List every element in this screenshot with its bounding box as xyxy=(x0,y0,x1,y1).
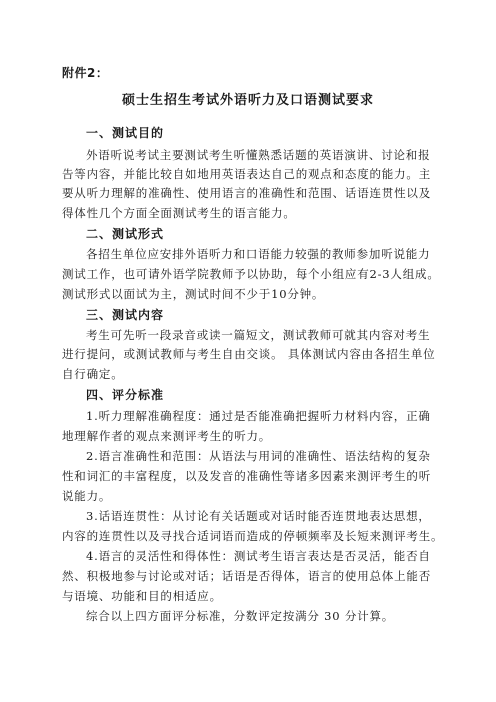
attachment-label: 附件2： xyxy=(62,66,109,80)
paragraph-line: 综合以上四方面评分标准，分数评定按满分 30 分计算。 xyxy=(86,609,395,623)
paragraph-line: 说能力。 xyxy=(62,489,112,503)
document-title: 硕士生招生考试外语听力及口语测试要求 xyxy=(121,93,374,108)
paragraph-line: 1.听力理解准确程度：通过是否能准确把握听力材料内容，正确 xyxy=(86,409,431,423)
paragraph-line: 然、积极地参与讨论或对话；话语是否得体，语言的使用总体上能否 xyxy=(62,569,431,583)
section-heading-purpose: 一、测试目的 xyxy=(86,126,165,140)
paragraph-line: 要从听力理解的准确性、使用语言的准确性和范围、话语连贯性以及 xyxy=(62,186,431,200)
paragraph-line: 告等内容，并能比较自如地用英语表达自己的观点和态度的能力。主 xyxy=(62,167,431,181)
section-heading-format: 二、测试形式 xyxy=(86,227,165,241)
paragraph-line: 得体性几个方面全面测试考生的语言能力。 xyxy=(62,206,296,220)
paragraph-line: 3.话语连贯性：从讨论有关话题或对话时能否连贯地表达思想， xyxy=(86,509,431,523)
paragraph-line: 内容的连贯性以及寻找合适词语而造成的停顿频率及长短来测评考生。 xyxy=(62,529,444,543)
paragraph-line: 各招生单位应安排外语听力和口语能力较强的教师参加听说能力 xyxy=(86,247,431,261)
paragraph-line: 测试形式以面试为主，测试时间不少于10分钟。 xyxy=(62,287,325,301)
paragraph-line: 测试工作，也可请外语学院教师予以协助，每个小组应有2-3人组成。 xyxy=(62,267,440,281)
section-heading-scoring: 四、评分标准 xyxy=(86,388,165,402)
section-heading-content: 三、测试内容 xyxy=(86,308,165,322)
paragraph-line: 与语境、功能和目的相适应。 xyxy=(62,589,222,603)
paragraph-line: 地理解作者的观点来测评考生的听力。 xyxy=(62,429,272,443)
paragraph-line: 外语听说考试主要测试考生听懂熟悉话题的英语演讲、讨论和报 xyxy=(86,148,431,162)
paragraph-line: 考生可先听一段录音或读一篇短文，测试教师可就其内容对考生 xyxy=(86,328,431,342)
paragraph-line: 2.语言准确性和范围：从语法与用词的准确性、语法结构的复杂 xyxy=(86,449,431,463)
paragraph-line: 进行提问，或测试教师与考生自由交谈。 具体测试内容由各招生单位 xyxy=(62,347,436,361)
paragraph-line: 性和词汇的丰富程度，以及发音的准确性等诸多因素来测评考生的听 xyxy=(62,469,431,483)
paragraph-line: 4.语言的灵活性和得体性：测试考生语言表达是否灵活，能否自 xyxy=(86,549,431,563)
paragraph-line: 自行确定。 xyxy=(62,367,124,381)
